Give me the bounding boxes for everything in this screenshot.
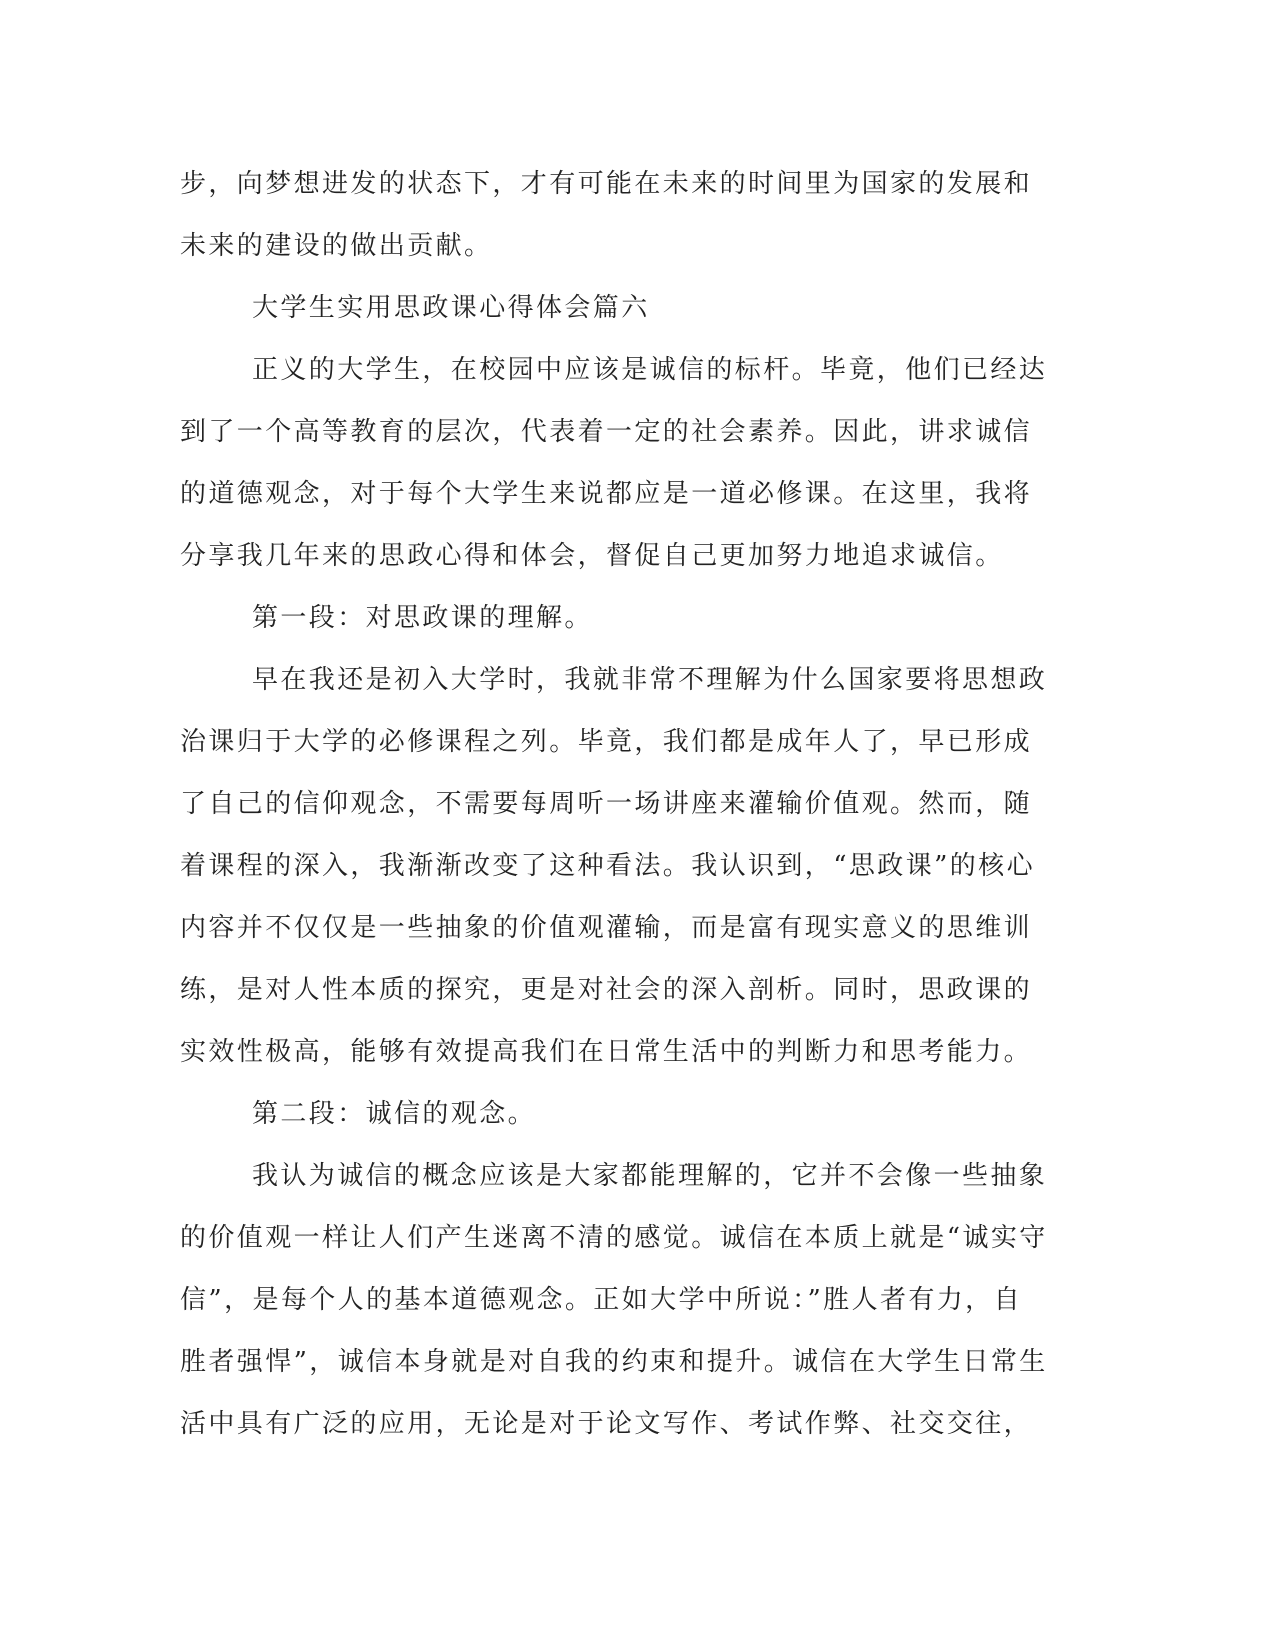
text-line: 早在我还是初入大学时，我就非常不理解为什么国家要将思想政: [252, 665, 1048, 695]
text-line: 我认为诚信的概念应该是大家都能理解的，它并不会像一些抽象: [252, 1161, 1048, 1191]
document-body: [180, 153, 1048, 1455]
text-line: 到了一个高等教育的层次，代表着一定的社会素养。因此，讲求诚信: [180, 417, 1033, 447]
text-line: 信”，是每个人的基本道德观念。正如大学中所说：”胜人者有力，自: [180, 1285, 1022, 1315]
text-line: 实效性极高，能够有效提高我们在日常生活中的判断力和思考能力。: [180, 1037, 1033, 1067]
text-line: 的道德观念，对于每个大学生来说都应是一道必修课。在这里，我将: [180, 479, 1033, 509]
text-line: 未来的建设的做出贡献。: [180, 231, 493, 261]
text-line: 练，是对人性本质的探究，更是对社会的深入剖析。同时，思政课的: [180, 975, 1033, 1005]
text-line: 胜者强悍”，诚信本身就是对自我的约束和提升。诚信在大学生日常生: [180, 1347, 1048, 1377]
text-line: 的价值观一样让人们产生迷离不清的感觉。诚信在本质上就是“诚实守: [180, 1223, 1048, 1253]
text-line: 了自己的信仰观念，不需要每周听一场讲座来灌输价值观。然而，随: [180, 789, 1033, 819]
text-line: 步，向梦想进发的状态下，才有可能在未来的时间里为国家的发展和: [180, 169, 1033, 199]
paragraph-heading: 第二段：诚信的观念。: [252, 1099, 537, 1129]
text-line: 内容并不仅仅是一些抽象的价值观灌输，而是富有现实意义的思维训: [180, 913, 1033, 943]
text-line: 活中具有广泛的应用，无论是对于论文写作、考试作弊、社交交往，: [180, 1409, 1033, 1439]
section-heading: 大学生实用思政课心得体会篇六: [252, 293, 650, 323]
text-line: 治课归于大学的必修课程之列。毕竟，我们都是成年人了，早已形成: [180, 727, 1033, 757]
paragraph-heading: 第一段：对思政课的理解。: [252, 603, 593, 633]
text-line: 正义的大学生，在校园中应该是诚信的标杆。毕竟，他们已经达: [252, 355, 1048, 385]
text-line: 着课程的深入，我渐渐改变了这种看法。我认识到，“思政课”的核心: [180, 851, 1035, 881]
text-line: 分享我几年来的思政心得和体会，督促自己更加努力地追求诚信。: [180, 541, 1004, 571]
